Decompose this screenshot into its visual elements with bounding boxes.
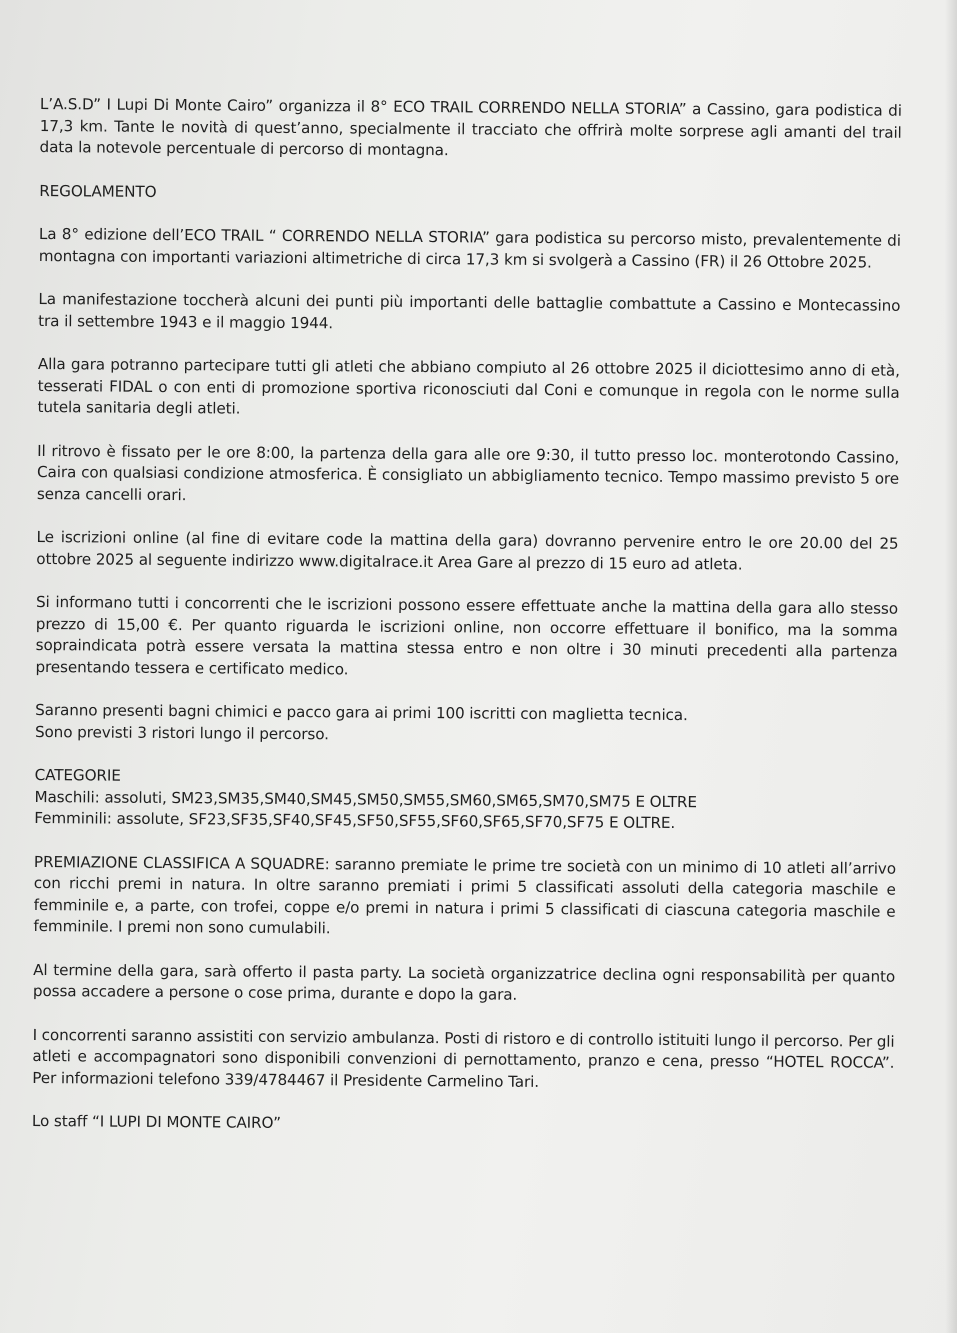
female-categories: Femminili: assolute, SF23,SF35,SF40,SF45,SF50,SF55,SF60,SF65,SF70,SF75 E OLTRE.: [34, 808, 676, 833]
schedule-paragraph: Il ritrovo è fissato per le ore 8:00, la partenza della gara alle ore 9:30, il tutto presso loc. monterotondo Cassino, Caira con qualsiasi condizione atmosferica. È consigliato un abbigliamento tecnico. Tempo massimo previsto 5 ore senza cancelli orari.: [36, 441, 900, 504]
services-block: [35, 700, 897, 750]
categories-block: [34, 765, 896, 836]
intro-paragraph: L’A.S.D” I Lupi Di Monte Cairo” organizza il 8° ECO TRAIL CORRENDO NELLA STORIA” a Cassino, gara podistica di 17,3 km. Tante le novità di quest’anno, specialmente il tracciato che offrirà molte sorprese agli amanti del trail data la notevole percentuale di percorso di montagna.: [39, 94, 902, 160]
eligibility-paragraph: Alla gara potranno partecipare tutti gli atleti che abbiano compiuto al 26 ottobre 2025 il diciottesimo anno di età, tesserati FIDAL o con enti di promozione sportiva riconosciuti dal Coni e comunque in regola con le norme sulla tutela sanitaria degli atleti.: [37, 354, 900, 418]
race-day-registration-paragraph: Si informano tutti i concorrenti che le iscrizioni possono essere effettuate anche la mattina della gara allo stesso prezzo di 15,00 €. Per quanto riguarda le iscrizioni online, non occorre effettuare il bonifico, ma la somma sopraindicata potrà essere versata la mattina stessa entro e non oltre i 30 minuti precedenti alla partenza presentando tessera e certificato medico.: [35, 592, 899, 678]
online-registration-paragraph: Le iscrizioni online (al fine di evitare code la mattina della gara) dovranno pervenire entro le ore 20.00 del 25 ottobre 2025 al seguente indirizzo www.digitalrace.it Area Gare al prezzo di 15 euro ad atleta.: [36, 527, 899, 574]
ambulance-paragraph: I concorrenti saranno assistiti con servizio ambulanza. Posti di ristoro e di controllo istituiti lungo il percorso. Per gli atleti e accompagnatori sono disponibili convenzioni di pernottamento, pranzo e cena, presso “HOTEL ROCCA”. Per informazioni telefono 339/4784467 il Presidente Carmelino Tari.: [32, 1025, 895, 1091]
ristori-line: Sono previsti 3 ristori lungo il percorso.: [34, 722, 330, 743]
staff-signature: Lo staff “I LUPI DI MONTE CAIRO”: [31, 1111, 281, 1132]
edition-paragraph: La 8° edizione dell’ECO TRAIL “ CORRENDO NELLA STORIA” gara podistica su percorso misto, prevalentemente di montagna con importanti variazioni altimetriche di circa 17,3 km si svolgerà a Cassino (FR) il 26 Ottobre 2025.: [38, 224, 901, 272]
page-edge-shadow: [945, 0, 957, 1333]
history-paragraph: La manifestazione toccherà alcuni dei punti più importanti delle battaglie combattute a Cassino e Montecassino tra il settembre 1943 e il maggio 1944.: [38, 289, 901, 332]
services-line: Saranno presenti bagni chimici e pacco gara ai primi 100 iscritti con maglietta tecnica.: [35, 700, 688, 725]
categories-heading: CATEGORIE: [34, 765, 121, 785]
regulation-document: [32, 94, 902, 1139]
pasta-party-paragraph: Al termine della gara, sarà offerto il pasta party. La società organizzatrice declina ogni responsabilità per quanto possa accadere a persone o cose prima, durante e dopo la gara.: [32, 960, 896, 1004]
regolamento-heading: REGOLAMENTO: [39, 181, 157, 201]
male-categories: Maschili: assoluti, SM23,SM35,SM40,SM45,SM50,SM55,SM60,SM65,SM70,SM75 E OLTRE: [34, 787, 697, 811]
awards-paragraph: PREMIAZIONE CLASSIFICA A SQUADRE: saranno premiate le prime tre società con un minimo di 10 atleti all’arrivo con ricchi premi in natura. In oltre saranno premiati i primi 5 classificati assoluti della categoria maschile e femminile e, a parte, con trofei, coppe e/o premi in natura i primi 5 classificati di ciascuna categoria maschile e femminile. I premi non sono cumulabili.: [33, 852, 897, 938]
